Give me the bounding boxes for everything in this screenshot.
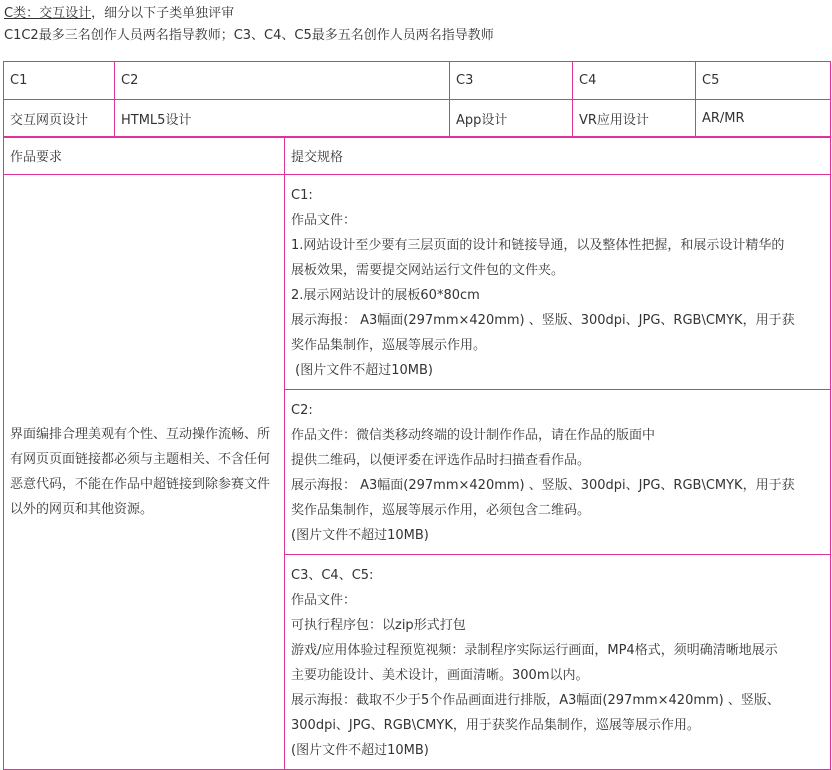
- spec-line: 可执行程序包：以zip形式打包: [291, 618, 466, 633]
- name-c2: HTML5设计: [121, 113, 192, 128]
- spec-line: (图片文件不超过10MB): [291, 528, 429, 543]
- name-cell-c5: [696, 100, 831, 138]
- spec-line: 作品文件：: [291, 593, 357, 608]
- code-c2: C2: [121, 73, 139, 88]
- name-cell-c3: [450, 100, 573, 138]
- spec-line: 作品文件：微信类移动终端的设计制作作品，请在作品的版面中: [291, 428, 656, 443]
- spec-line: (图片文件不超过10MB): [291, 363, 433, 378]
- header-cell-requirements: [4, 137, 285, 175]
- name-cell-c2: [115, 100, 450, 138]
- code-c1: C1: [10, 73, 28, 88]
- spec-line: 奖作品集制作，巡展等展示作用。: [291, 338, 487, 353]
- spec-cell-c2: [285, 390, 831, 555]
- code-c4: C4: [579, 73, 597, 88]
- intro-line-2: C1C2最多三名创作人员两名指导教师；C3、C4、C5最多五名创作人员两名指导教师: [4, 28, 494, 43]
- spec-line: 奖作品集制作，巡展等展示作用，必须包含二维码。: [291, 503, 591, 518]
- code-cell-c1: [4, 62, 115, 100]
- spec-line: 300dpi、JPG、RGB\CMYK，用于获奖作品集制作，巡展等展示作用。: [291, 718, 700, 733]
- code-c3: C3: [456, 73, 474, 88]
- spec-line: 2.展示网站设计的展板60*80cm: [291, 288, 480, 303]
- code-cell-c4: [573, 62, 696, 100]
- spec-line: 作品文件：: [291, 213, 357, 228]
- spec-line: 主要功能设计、美术设计，画面清晰。300m以内。: [291, 668, 589, 683]
- spec-line: C3、C4、C5:: [291, 568, 374, 583]
- code-c5: C5: [702, 73, 720, 88]
- requirements-text: 界面编排合理美观有个性、互动操作流畅、所有网页页面链接都必须与主题相关、不含任何恶意代码，不能在作品中超链接到除参赛文件以外的网页和其他资源。: [10, 427, 271, 517]
- name-cell-c4: [573, 100, 696, 138]
- spec-line: 展示海报： A3幅面(297mm×420mm) 、竖版、300dpi、JPG、RGB\CMYK，用于获: [291, 313, 795, 328]
- name-c4: VR应用设计: [579, 113, 649, 128]
- spec-line: 1.网站设计至少要有三层页面的设计和链接导通，以及整体性把握，和展示设计精华的: [291, 238, 785, 253]
- spec-line: 提供二维码，以便评委在评选作品时扫描查看作品。: [291, 453, 591, 468]
- header-requirements: 作品要求: [10, 150, 63, 165]
- header-cell-specs: [285, 137, 831, 175]
- category-note: ，细分以下子类单独评审: [91, 6, 235, 21]
- subcategory-code-row: [4, 62, 831, 100]
- name-c5: AR/MR: [702, 111, 745, 126]
- spec-line: (图片文件不超过10MB): [291, 743, 429, 758]
- code-cell-c2: [115, 62, 450, 100]
- spec-line: C1:: [291, 188, 313, 203]
- code-cell-c5: [696, 62, 831, 100]
- intro-line-1: [4, 4, 234, 24]
- spec-line: 展板效果，需要提交网站运行文件包的文件夹。: [291, 263, 565, 278]
- spec-row-c1: [4, 175, 831, 390]
- name-cell-c1: [4, 100, 115, 138]
- name-c3: App设计: [456, 113, 508, 128]
- name-c1: 交互网页设计: [10, 113, 89, 128]
- header-specs: 提交规格: [291, 150, 344, 165]
- spec-line: 展示海报： A3幅面(297mm×420mm) 、竖版、300dpi、JPG、RGB\CMYK，用于获: [291, 478, 795, 493]
- requirements-cell: [4, 175, 285, 770]
- requirements-table: [3, 136, 831, 770]
- spec-cell-c3-c5: [285, 555, 831, 770]
- spec-cell-c1: [285, 175, 831, 390]
- subcategory-table: [3, 61, 831, 138]
- requirements-header-row: [4, 137, 831, 175]
- subcategory-name-row: [4, 100, 831, 138]
- category-title: C类：交互设计: [4, 6, 92, 21]
- spec-line: C2:: [291, 403, 313, 418]
- code-cell-c3: [450, 62, 573, 100]
- spec-line: 游戏/应用体验过程预览视频：录制程序实际运行画面，MP4格式，须明确清晰地展示: [291, 643, 778, 658]
- spec-line: 展示海报：截取不少于5个作品画面进行排版，A3幅面(297mm×420mm) 、竖版、: [291, 693, 780, 708]
